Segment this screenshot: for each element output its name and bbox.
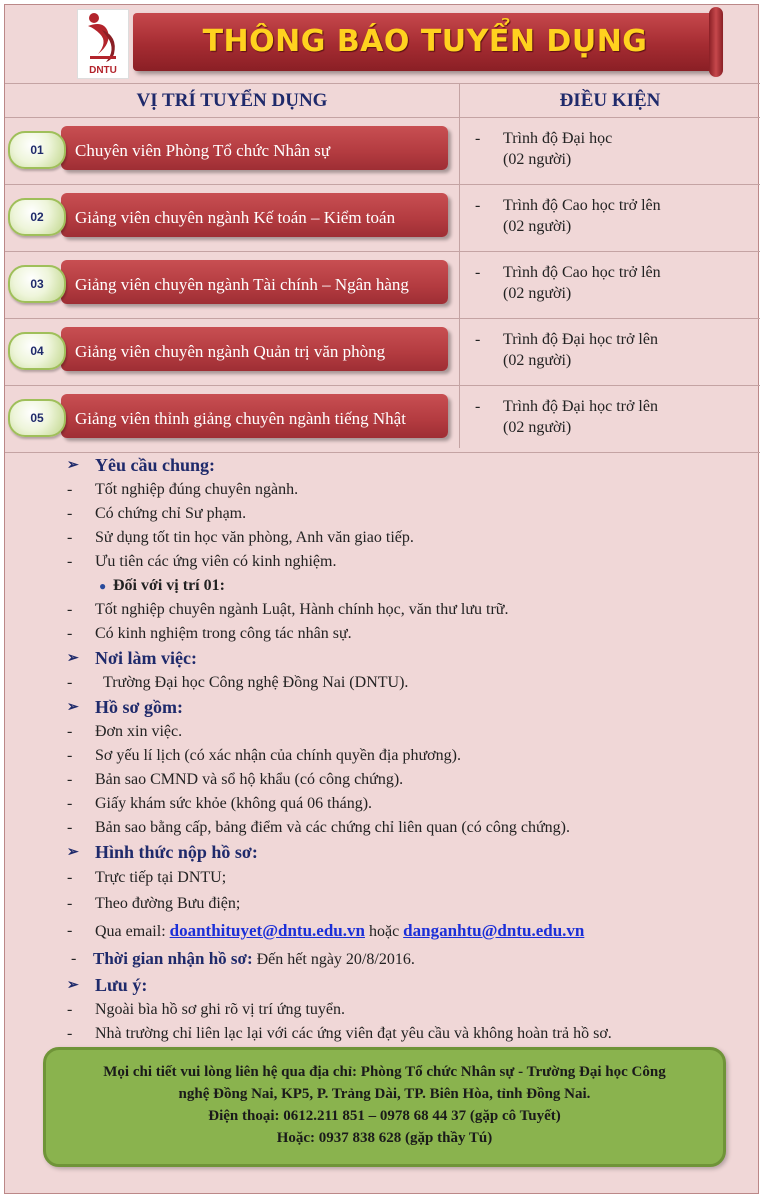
arrow-bullet-icon: ➢: [67, 700, 79, 715]
position-title: Giảng viên thỉnh giảng chuyên ngành tiếng Nhật: [75, 409, 406, 428]
position-title: Giảng viên chuyên ngành Tài chính – Ngân hàng: [75, 275, 409, 294]
condition-level: Trình độ Đại học trở lên: [503, 331, 658, 348]
condition-cell: - Trình độ Đại học trở lên (02 người): [475, 396, 755, 438]
condition-cell: - Trình độ Đại học trở lên (02 người): [475, 329, 755, 371]
dot-bullet-icon: ●: [99, 579, 107, 593]
section-heading: Hồ sơ gồm:: [95, 697, 183, 717]
arrow-bullet-icon: ➢: [67, 978, 79, 993]
position-bar: [61, 260, 448, 304]
condition-count: (02 người): [503, 352, 572, 369]
section-requirements: [5, 453, 760, 478]
position-title: Giảng viên chuyên ngành Kế toán – Kiểm toán: [75, 208, 396, 227]
table-header: [5, 84, 760, 118]
position-bar: [61, 394, 448, 438]
table-row: [5, 118, 760, 185]
dntu-logo-icon: [77, 9, 129, 79]
list-item: - Trực tiếp tại DNTU;: [67, 869, 227, 886]
section-heading: Hình thức nộp hồ sơ:: [95, 842, 258, 862]
contact-address-line1: Mọi chi tiết vui lòng liên hệ qua địa chỉ: Phòng Tổ chức Nhân sự - Trường Đại học Công: [103, 1064, 666, 1080]
position-title: Giảng viên chuyên ngành Quản trị văn phòng: [75, 342, 386, 361]
contact-box: [43, 1047, 726, 1167]
notice-body: [5, 453, 760, 1046]
row-number-badge: 05: [8, 399, 66, 437]
logo-mark-icon: [78, 10, 128, 64]
email-prefix: Qua email:: [95, 923, 166, 940]
condition-cell: - Trình độ Đại học (02 người): [475, 128, 755, 170]
section-heading: Lưu ý:: [95, 975, 148, 995]
section-submission: [5, 840, 760, 865]
condition-level: Trình độ Đại học: [503, 130, 613, 147]
recruitment-notice: [4, 4, 759, 1194]
list-item: - Bản sao CMND và sổ hộ khẩu (có công chứng).: [67, 771, 404, 788]
list-item: - Tốt nghiệp chuyên ngành Luật, Hành chính học, văn thư lưu trữ.: [67, 601, 509, 618]
contact-phone-alt: Hoặc: 0937 838 628 (gặp thầy Tú): [276, 1130, 493, 1146]
list-item: - Trường Đại học Công nghệ Đồng Nai (DNTU).: [67, 674, 409, 691]
header: [5, 5, 760, 83]
positions-table: [5, 83, 760, 453]
condition-count: (02 người): [503, 218, 572, 235]
column-header-position: VỊ TRÍ TUYỂN DỤNG: [136, 90, 328, 111]
email-join: hoặc: [368, 923, 400, 940]
position-bar: [61, 327, 448, 371]
row-number-badge: 04: [8, 332, 66, 370]
list-item: - Sử dụng tốt tin học văn phòng, Anh văn giao tiếp.: [67, 529, 414, 546]
list-item: - Theo đường Bưu điện;: [67, 895, 241, 912]
table-row: [5, 185, 760, 252]
email-link-tuyet[interactable]: doanthituyet@dntu.edu.vn: [169, 921, 365, 940]
arrow-bullet-icon: ➢: [67, 651, 79, 666]
section-heading: Nơi làm việc:: [95, 648, 197, 668]
condition-count: (02 người): [503, 151, 572, 168]
row-number-badge: 03: [8, 265, 66, 303]
section-notes: [5, 973, 760, 998]
condition-level: Trình độ Cao học trở lên: [503, 264, 661, 281]
list-item: - Có kinh nghiệm trong công tác nhân sự.: [67, 625, 352, 642]
position-bar: [61, 193, 448, 237]
deadline-value: Đến hết ngày 20/8/2016.: [256, 951, 415, 968]
page-title: THÔNG BÁO TUYỂN DỤNG: [202, 24, 648, 59]
subsection-heading: Đối với vị trí 01:: [113, 577, 225, 594]
contact-address-line2: nghệ Đồng Nai, KP5, P. Trảng Dài, TP. Biên Hòa, tỉnh Đồng Nai.: [178, 1086, 591, 1102]
logo-text: DNTU: [89, 65, 117, 76]
list-item: - Ngoài bìa hồ sơ ghi rõ vị trí ứng tuyển.: [67, 1001, 345, 1018]
condition-level: Trình độ Đại học trở lên: [503, 398, 658, 415]
table-row: [5, 319, 760, 386]
condition-count: (02 người): [503, 419, 572, 436]
condition-count: (02 người): [503, 285, 572, 302]
deadline-item: - Thời gian nhận hồ sơ: Đến hết ngày 20/8/2016.: [71, 949, 415, 968]
table-row: [5, 386, 760, 453]
section-documents: [5, 695, 760, 720]
contact-phone: Điện thoại: 0612.211 851 – 0978 68 44 37 (gặp cô Tuyết): [208, 1108, 561, 1124]
title-banner: [133, 13, 717, 71]
list-item: - Tốt nghiệp đúng chuyên ngành.: [67, 481, 299, 498]
section-heading: Yêu cầu chung:: [95, 455, 216, 475]
arrow-bullet-icon: ➢: [67, 458, 79, 473]
list-item: - Có chứng chỉ Sư phạm.: [67, 505, 247, 522]
list-item: - Nhà trường chỉ liên lạc lại với các ứng viên đạt yêu cầu và không hoàn trả hồ sơ.: [67, 1025, 612, 1042]
list-item: - Giấy khám sức khỏe (không quá 06 tháng).: [67, 795, 373, 812]
position-title: Chuyên viên Phòng Tổ chức Nhân sự: [75, 141, 331, 160]
section-workplace: [5, 646, 760, 671]
list-item-email: - Qua email: doanthituyet@dntu.edu.vn hoặc danganhtu@dntu.edu.vn: [67, 921, 585, 940]
column-header-condition: ĐIỀU KIỆN: [559, 90, 661, 111]
condition-cell: - Trình độ Cao học trở lên (02 người): [475, 262, 755, 304]
list-item: - Ưu tiên các ứng viên có kinh nghiệm.: [67, 553, 337, 570]
subsection-position-01: [5, 574, 760, 598]
position-bar: [61, 126, 448, 170]
deadline-label: Thời gian nhận hồ sơ:: [93, 949, 253, 968]
list-item: - Bản sao bằng cấp, bảng điểm và các chứng chỉ liên quan (có công chứng).: [67, 819, 570, 836]
list-item: - Đơn xin việc.: [67, 723, 183, 740]
condition-level: Trình độ Cao học trở lên: [503, 197, 661, 214]
condition-cell: - Trình độ Cao học trở lên (02 người): [475, 195, 755, 237]
table-row: [5, 252, 760, 319]
row-number-badge: 01: [8, 131, 66, 169]
arrow-bullet-icon: ➢: [67, 845, 79, 860]
row-number-badge: 02: [8, 198, 66, 236]
email-link-tu[interactable]: danganhtu@dntu.edu.vn: [403, 921, 585, 940]
list-item: - Sơ yếu lí lịch (có xác nhận của chính quyền địa phương).: [67, 747, 461, 764]
